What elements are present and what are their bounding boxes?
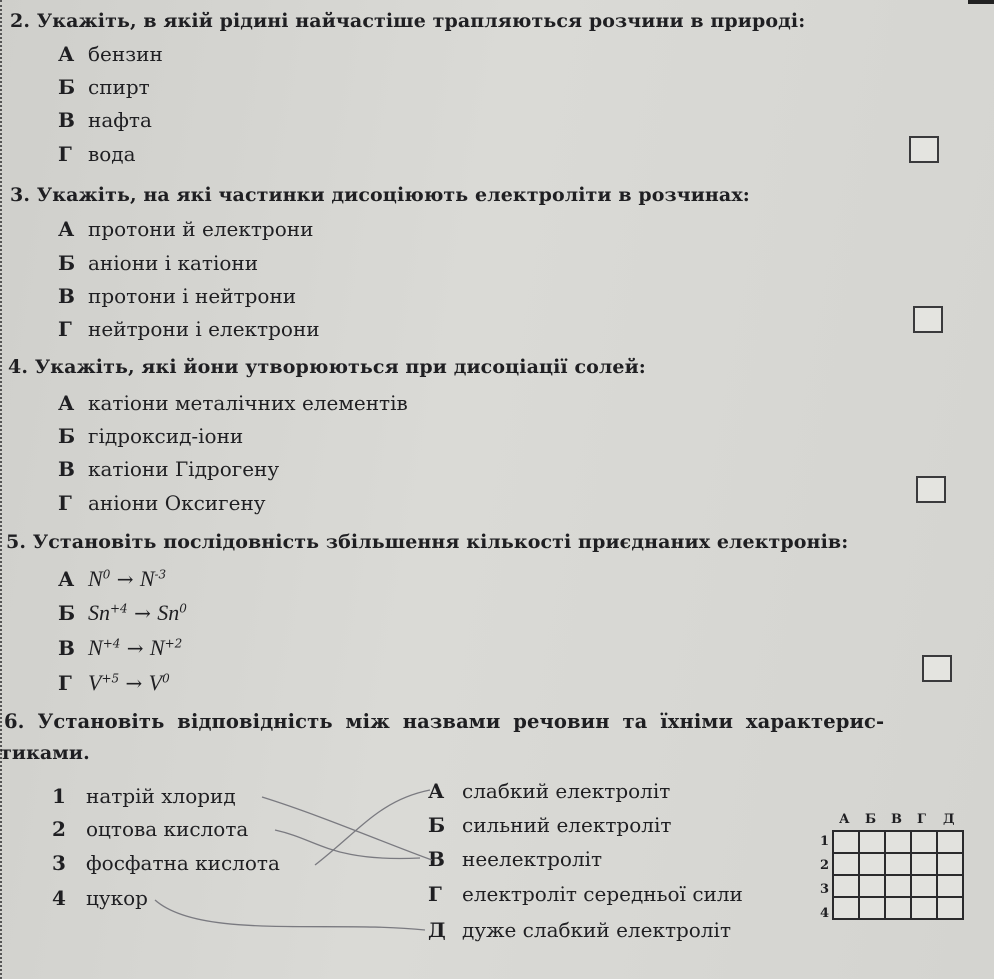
grid-cell[interactable] bbox=[937, 831, 963, 853]
q6-left-3-text: фосфатна кислота bbox=[86, 851, 280, 875]
q4-option-b-letter: Б bbox=[58, 424, 76, 448]
q5-option-a-to: N bbox=[139, 566, 155, 591]
grid-row bbox=[833, 853, 963, 875]
q6-right-e-text: дуже слабкий електроліт bbox=[462, 918, 732, 942]
grid-cell[interactable] bbox=[885, 897, 911, 919]
q3-option-d-text: нейтрони і електрони bbox=[88, 317, 320, 341]
q3-option-b-letter: Б bbox=[58, 251, 76, 275]
q2-option-c-letter: В bbox=[58, 108, 75, 132]
q5-option-b-from-sup: +4 bbox=[110, 601, 128, 616]
q5-option-b-to-sup: 0 bbox=[179, 601, 187, 616]
q3-option-d-letter: Г bbox=[58, 317, 72, 341]
q2-option-c-text: нафта bbox=[88, 108, 152, 132]
q4-option-b-text: гідроксид-іони bbox=[88, 424, 244, 448]
q5-option-a-to-sup: -3 bbox=[154, 567, 167, 582]
grid-cell[interactable] bbox=[859, 875, 885, 897]
q6-left-2-num: 2 bbox=[52, 817, 66, 841]
q5-option-c-from: N bbox=[88, 635, 103, 660]
q5-option-d-to-sup: 0 bbox=[162, 671, 170, 686]
line-3-to-a bbox=[315, 790, 430, 865]
q3-title: 3. Укажіть, на які частинки дисоціюють електроліти в розчинах: bbox=[10, 184, 750, 206]
q5-option-a-from: N bbox=[88, 566, 103, 591]
q3-option-b-text: аніони і катіони bbox=[88, 251, 259, 275]
q3-option-a-letter: А bbox=[58, 217, 75, 241]
q6-left-2-text: оцтова кислота bbox=[86, 817, 249, 841]
q5-option-d-to: V bbox=[148, 670, 163, 695]
q6-right-d-letter: Г bbox=[428, 882, 442, 906]
q5-option-a-arrow: → bbox=[116, 567, 134, 591]
q2-option-a-letter: А bbox=[58, 42, 75, 66]
q6-right-d-text: електроліт середньої сили bbox=[462, 882, 743, 906]
grid-row-1: 1 bbox=[820, 834, 830, 849]
grid-cell[interactable] bbox=[911, 875, 937, 897]
grid-row-2: 2 bbox=[820, 858, 830, 873]
q5-option-c-letter: В bbox=[58, 636, 75, 660]
grid-cell[interactable] bbox=[833, 897, 859, 919]
q5-option-c-to-sup: +2 bbox=[164, 636, 183, 651]
q6-right-c-text: неелектроліт bbox=[462, 847, 603, 871]
grid-cell[interactable] bbox=[833, 831, 859, 853]
q5-option-d-from-sup: +5 bbox=[101, 671, 120, 686]
q4-option-a-text: катіони металічних елементів bbox=[88, 391, 408, 415]
q6-left-4-num: 4 bbox=[52, 886, 66, 910]
grid-col-a: А bbox=[839, 812, 850, 827]
grid-cell[interactable] bbox=[937, 875, 963, 897]
grid-cell[interactable] bbox=[911, 853, 937, 875]
q5-option-b-from: Sn bbox=[88, 600, 110, 625]
grid-cell[interactable] bbox=[859, 853, 885, 875]
q6-right-e-letter: Д bbox=[428, 918, 446, 942]
q5-option-b-arrow: → bbox=[134, 601, 151, 625]
q6-right-b-text: сильний електроліт bbox=[462, 813, 672, 837]
grid-cell[interactable] bbox=[859, 831, 885, 853]
q5-option-d-arrow: → bbox=[125, 671, 143, 695]
q6-left-1-num: 1 bbox=[52, 784, 66, 808]
q6-answer-grid bbox=[832, 830, 964, 920]
grid-row-4: 4 bbox=[820, 906, 830, 921]
grid-col-b: Б bbox=[865, 812, 877, 827]
q2-option-d-text: вода bbox=[88, 142, 136, 166]
q4-option-c-text: катіони Гідрогену bbox=[88, 457, 280, 481]
q5-title: 5. Установіть послідовність збільшення кількості приєднаних електронів: bbox=[6, 531, 849, 553]
grid-cell[interactable] bbox=[833, 853, 859, 875]
grid-col-c: В bbox=[891, 812, 902, 827]
grid-cell[interactable] bbox=[885, 875, 911, 897]
q6-right-a-text: слабкий електроліт bbox=[462, 779, 671, 803]
grid-cell[interactable] bbox=[833, 875, 859, 897]
q3-option-c-letter: В bbox=[58, 284, 75, 308]
q6-title-line2: тиками. bbox=[0, 742, 90, 764]
grid-col-d: Г bbox=[917, 812, 926, 827]
grid-row bbox=[833, 897, 963, 919]
q5-option-c-arrow: → bbox=[126, 636, 144, 660]
q5-option-a-letter: А bbox=[58, 567, 75, 591]
q6-right-a-letter: А bbox=[428, 779, 445, 803]
q2-title: 2. Укажіть, в якій рідині найчастіше трапляються розчини в природі: bbox=[10, 10, 806, 32]
q5-option-a-from-sup: 0 bbox=[102, 567, 111, 582]
q4-option-d-text: аніони Оксигену bbox=[88, 491, 266, 515]
q2-option-a-text: бензин bbox=[88, 42, 163, 66]
q6-right-b-letter: Б bbox=[428, 813, 446, 837]
q5-option-b-to: Sn bbox=[157, 600, 180, 625]
q4-option-c-letter: В bbox=[58, 457, 75, 481]
q4-option-a-letter: А bbox=[58, 391, 75, 415]
grid-cell[interactable] bbox=[885, 853, 911, 875]
q4-title: 4. Укажіть, які йони утворюються при дисоціації солей: bbox=[8, 356, 646, 378]
grid-cell[interactable] bbox=[859, 897, 885, 919]
q6-left-3-num: 3 bbox=[52, 851, 66, 875]
q2-option-d-letter: Г bbox=[58, 142, 72, 166]
q2-option-b-text: спирт bbox=[88, 75, 150, 99]
grid-row-3: 3 bbox=[820, 882, 830, 897]
q6-right-c-letter: В bbox=[428, 847, 445, 871]
grid-row bbox=[833, 831, 963, 853]
q4-option-d-letter: Г bbox=[58, 491, 72, 515]
q5-option-d-from: V bbox=[88, 670, 102, 695]
q5-option-c-to: N bbox=[149, 635, 165, 660]
q3-option-c-text: протони і нейтрони bbox=[88, 284, 297, 308]
grid-cell[interactable] bbox=[937, 897, 963, 919]
grid-col-e: Д bbox=[943, 812, 955, 827]
grid-cell[interactable] bbox=[911, 831, 937, 853]
q5-option-c-from-sup: +4 bbox=[102, 636, 121, 651]
q3-option-a-text: протони й електрони bbox=[88, 217, 314, 241]
q6-left-4-text: цукор bbox=[86, 886, 148, 910]
line-2-to-b bbox=[275, 830, 420, 858]
grid-row bbox=[833, 875, 963, 897]
line-4-to-e bbox=[155, 900, 425, 930]
q6-title-line1: 6. Установіть відповідність між назвами речовин та їхніми характерис- bbox=[4, 710, 885, 733]
q6-left-1-text: натрій хлорид bbox=[86, 784, 236, 808]
grid-cell[interactable] bbox=[937, 853, 963, 875]
grid-cell[interactable] bbox=[885, 831, 911, 853]
q2-option-b-letter: Б bbox=[58, 75, 76, 99]
line-1-to-c bbox=[262, 797, 432, 860]
q5-option-d-letter: Г bbox=[58, 671, 72, 695]
q5-option-b-letter: Б bbox=[58, 601, 76, 625]
grid-cell[interactable] bbox=[911, 897, 937, 919]
